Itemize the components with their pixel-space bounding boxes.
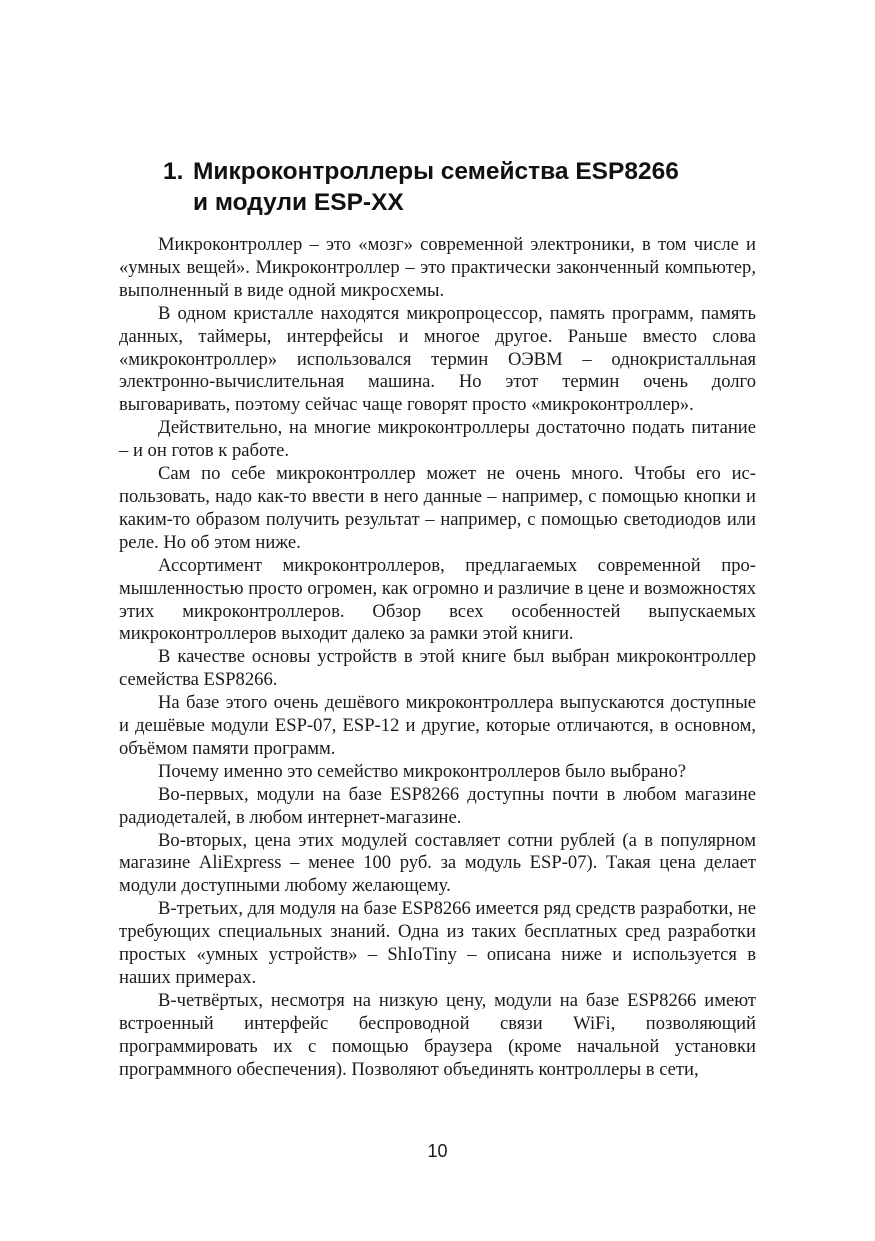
paragraph: В-третьих, для модуля на базе ESP8266 имеется ряд средств разработки, не требующих специальных знаний. Одна из таких бесплатных сред разработки простых «умных устройств» – ShIoTiny – описана ниже и используется в наших примерах. (119, 898, 756, 988)
body-text (119, 234, 756, 1082)
paragraph: Почему именно это семейство микроконтроллеров было выбрано? (158, 760, 687, 782)
paragraph: В-четвёртых, несмотря на низкую цену, модули на базе ESP8266 имеют встроенный интерфейс беспроводной связи WiFi, позволяющий программировать их с помощью браузера (кроме начальной установки программного обеспечения). Позволяют объединять контроллеры в сети, (119, 989, 756, 1080)
paragraph: Действительно, на многие микроконтроллеры достаточно подать питание – и он готов к работе. (119, 417, 756, 462)
paragraph: В качестве основы устройств в этой книге был выбран микроконтроллер семейства ESP8266. (119, 646, 756, 691)
page-number: 10 (427, 1141, 448, 1161)
chapter-number: 1. (163, 158, 184, 185)
chapter-title-line1: Микроконтроллеры семейства ESP8266 (193, 158, 679, 185)
paragraph: Во-первых, модули на базе ESP8266 доступны почти в любом магазине радиодеталей, в любом интернет-магазине. (119, 783, 756, 828)
paragraph: Ассортимент микроконтроллеров, предлагаемых современной промышленностью просто огромен, как огромно и различие в цене и возможностях этих микроконтроллеров. Обзор всех особенностей выпускаемых микроконтроллеров выходит далеко за рамки этой книги. (119, 554, 756, 645)
chapter-title-line2: и модули ESP-XX (193, 189, 404, 216)
paragraph: Микроконтроллер – это «мозг» современной электроники, в том числе и «умных вещей». Микроконтроллер – это практически законченный компьютер, выполненный в виде одной микросхемы. (119, 234, 756, 301)
paragraph: Сам по себе микроконтроллер может не очень много. Чтобы его использовать, надо как-то ввести в него данные – например, с помощью кнопки и каким-то образом получить результат – например, с помощью светодиодов или реле. Но об этом ниже. (119, 463, 756, 553)
paragraph: Во-вторых, цена этих модулей составляет сотни рублей (а в популярном магазине AliExpress – менее 100 руб. за модуль ESP-07). Такая цена делает модули доступными любому желающему. (119, 829, 756, 897)
paragraph: В одном кристалле находятся микропроцессор, память программ, память данных, таймеры, интерфейсы и многое другое. Раньше вместо слова «микроконтроллер» использовался термин ОЭВМ – однокристалльная электронно-вычислительная машина. Но этот термин очень долго выговаривать, поэтому сейчас чаще говорят просто «микроконтроллер». (119, 302, 756, 416)
paragraph: На базе этого очень дешёвого микроконтроллера выпускаются доступные и дешёвые модули ESP-07, ESP-12 и другие, которые отличаются, в основном, объёмом памяти программ. (119, 692, 756, 759)
chapter-title (163, 156, 783, 218)
